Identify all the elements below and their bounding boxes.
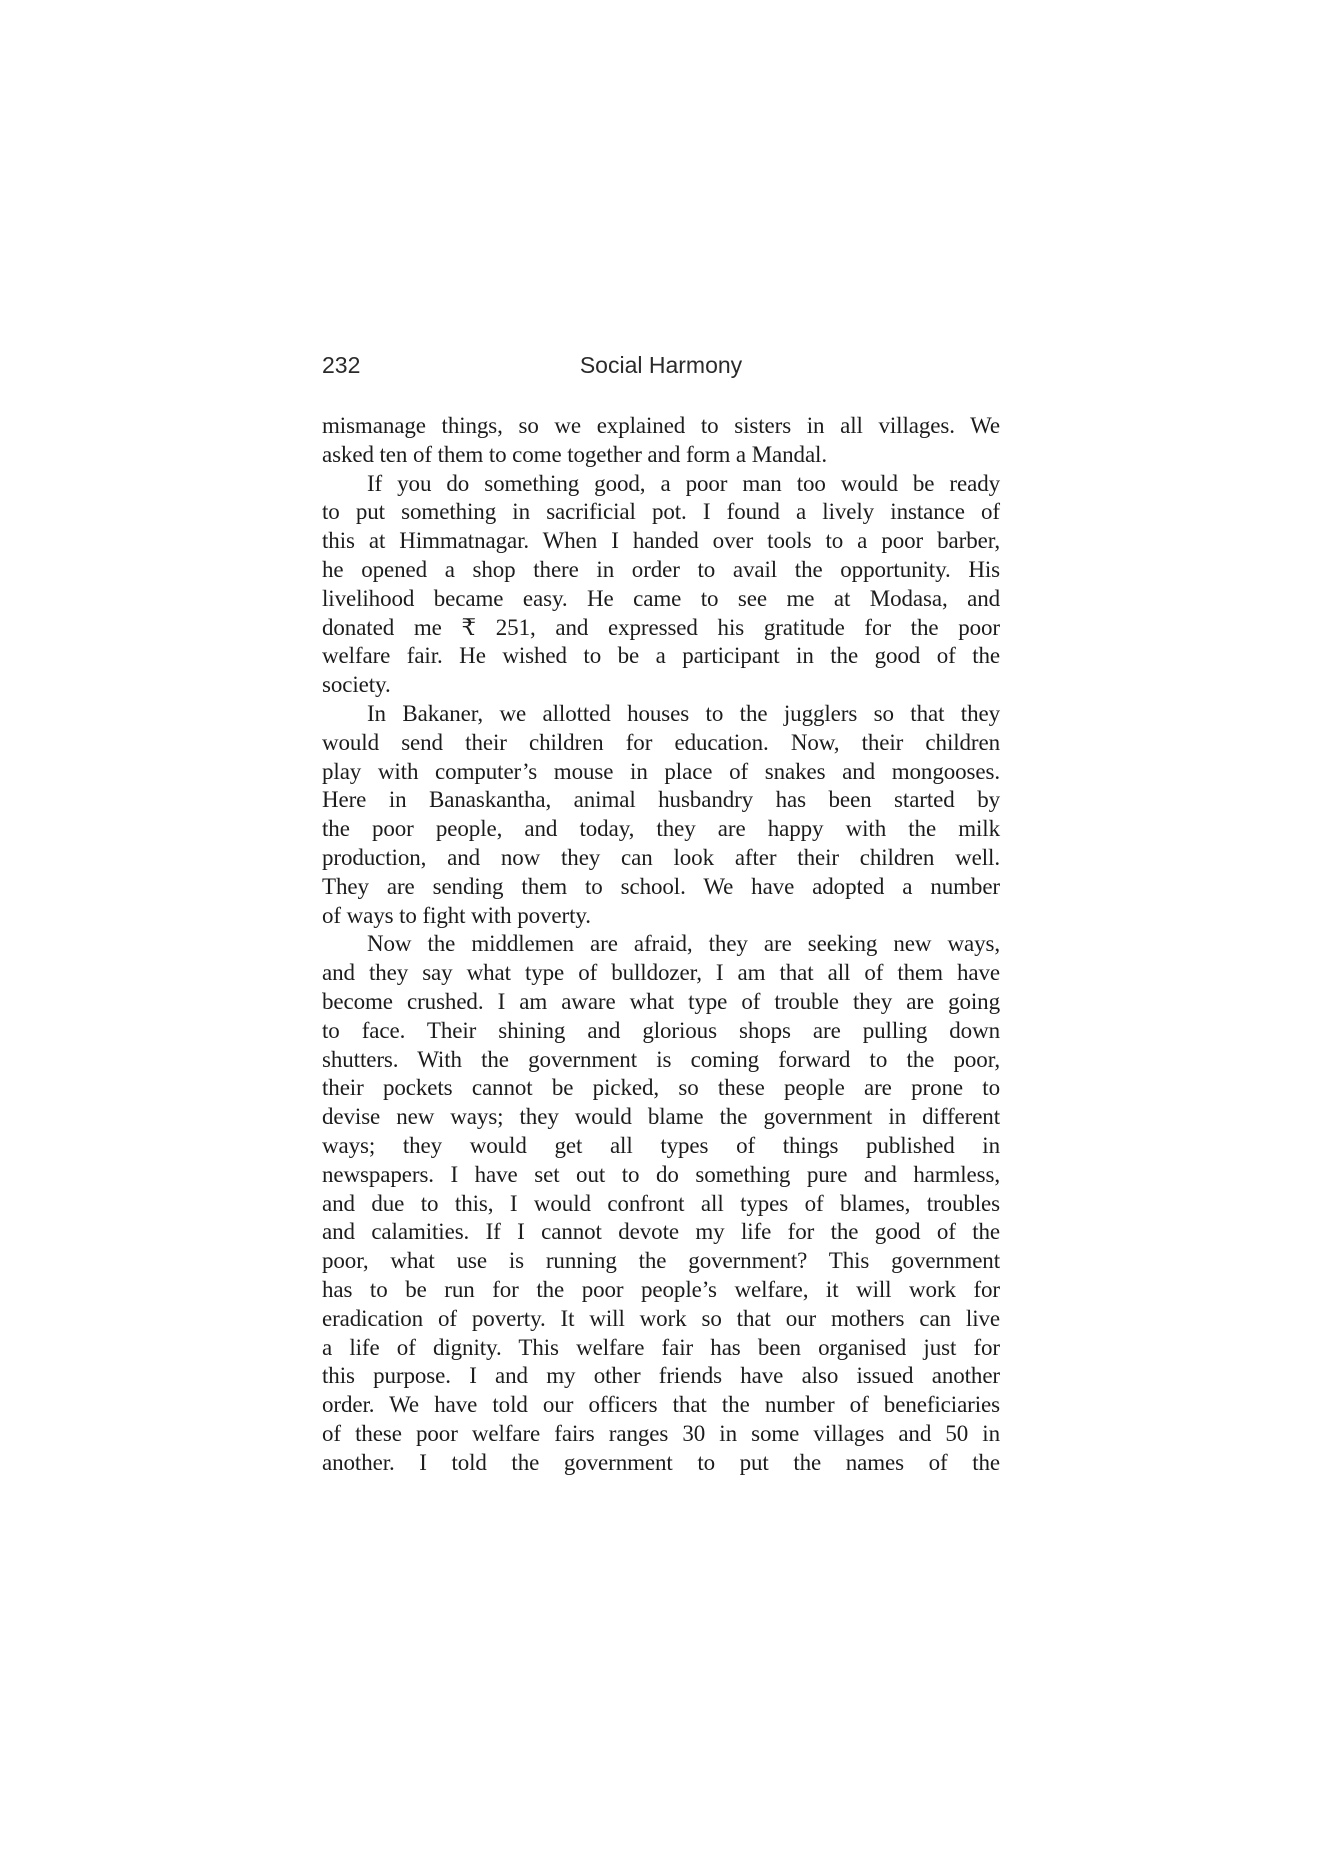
- text-line: of these poor welfare fairs ranges 30 in some villages and 50 in: [322, 1420, 1000, 1446]
- text-line: welfare fair. He wished to be a participant in the good of the: [322, 643, 1000, 669]
- text-line: They are sending them to school. We have adopted a number: [322, 873, 1000, 899]
- text-line: this at Himmatnagar. When I handed over tools to a poor barber,: [322, 528, 1000, 554]
- text-line: their pockets cannot be picked, so these people are prone to: [322, 1075, 1000, 1101]
- text-line: order. We have told our officers that the number of beneficiaries: [322, 1392, 1000, 1418]
- text-line: a life of dignity. This welfare fair has been organised just for: [322, 1334, 1000, 1360]
- text-line: and they say what type of bulldozer, I am that all of them have: [322, 960, 1000, 986]
- text-line: asked ten of them to come together and form a Mandal.: [322, 441, 828, 467]
- running-header-title: Social Harmony: [579, 352, 743, 378]
- text-line: newspapers. I have set out to do something pure and harmless,: [322, 1161, 1000, 1187]
- text-line: society.: [322, 672, 391, 698]
- text-line: production, and now they can look after their children well.: [322, 844, 1000, 870]
- text-line: poor, what use is running the government? This government: [322, 1248, 1000, 1274]
- text-line: would send their children for education. Now, their children: [322, 729, 1000, 755]
- text-line: donated me ₹ 251, and expressed his gratitude for the poor: [322, 614, 1000, 640]
- text-line: ways; they would get all types of things published in: [322, 1132, 1000, 1158]
- text-line: become crushed. I am aware what type of trouble they are going: [322, 988, 1000, 1014]
- body-text: [322, 412, 1000, 1477]
- text-line: and calamities. If I cannot devote my life for the good of the: [322, 1219, 1000, 1245]
- text-line: play with computer’s mouse in place of snakes and mongooses.: [322, 758, 1000, 784]
- text-line: to face. Their shining and glorious shops are pulling down: [322, 1017, 1000, 1043]
- text-line: devise new ways; they would blame the government in different: [322, 1104, 1000, 1130]
- text-line: of ways to fight with poverty.: [322, 902, 591, 928]
- text-line: In Bakaner, we allotted houses to the jugglers so that they: [367, 700, 1000, 726]
- text-line: shutters. With the government is coming forward to the poor,: [322, 1046, 1000, 1072]
- text-line: the poor people, and today, they are happy with the milk: [322, 816, 1000, 842]
- text-line: Now the middlemen are afraid, they are seeking new ways,: [367, 931, 1000, 957]
- text-line: this purpose. I and my other friends have also issued another: [322, 1363, 1000, 1389]
- text-line: livelihood became easy. He came to see me at Modasa, and: [322, 585, 1000, 611]
- text-line: he opened a shop there in order to avail the opportunity. His: [322, 556, 1000, 582]
- text-line: to put something in sacrificial pot. I found a lively instance of: [322, 499, 1000, 525]
- text-line: has to be run for the poor people’s welfare, it will work for: [322, 1276, 1000, 1302]
- text-line: eradication of poverty. It will work so that our mothers can live: [322, 1305, 1000, 1331]
- text-line: mismanage things, so we explained to sisters in all villages. We: [322, 413, 1000, 438]
- text-line: another. I told the government to put the names of the: [322, 1449, 1000, 1475]
- text-line: and due to this, I would confront all types of blames, troubles: [322, 1190, 1000, 1216]
- text-line: Here in Banaskantha, animal husbandry has been started by: [322, 787, 1000, 813]
- page-number: 232: [322, 352, 361, 378]
- running-header: [322, 352, 1000, 378]
- text-line: If you do something good, a poor man too would be ready: [367, 470, 1000, 496]
